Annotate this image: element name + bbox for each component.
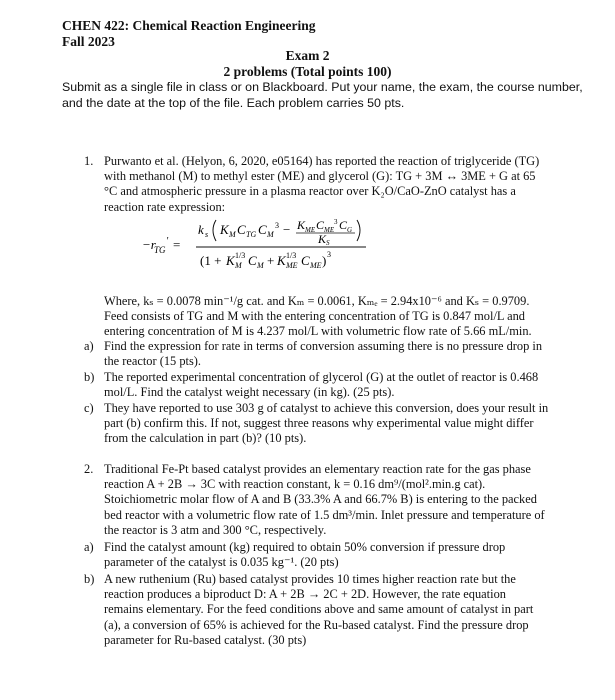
part-line: part (b) confirm this. If not, suggest three reasons why experimental value might differ — [104, 416, 534, 431]
svg-text:K: K — [277, 253, 286, 268]
svg-text:ME: ME — [310, 261, 322, 270]
svg-text:M: M — [267, 230, 274, 239]
problem-2-intro-line: reaction A + 2B → 3C with reaction constant, k = 0.16 dm⁹/(mol².min.g cat). — [104, 477, 486, 492]
part-line: from the calculation in part (b)? (10 pts). — [104, 431, 307, 446]
equation-numerator — [198, 218, 360, 247]
svg-text:M: M — [235, 261, 242, 270]
svg-text:ME: ME — [305, 226, 316, 234]
problem-1-constants — [104, 294, 594, 340]
part-line: They have reported to use 303 g of catalyst to achieve this conversion, does your result in — [104, 401, 549, 415]
svg-text:TG: TG — [154, 245, 166, 255]
svg-text:1/3: 1/3 — [235, 251, 246, 260]
problem-2-part-a — [104, 540, 594, 570]
problem-2-part-b-label: b) — [84, 572, 95, 586]
problem-1-part-a — [104, 339, 594, 369]
problem-1-constants-line: entering concentration of M is 4.237 mol/L with volumetric flow rate of 5.66 mL/min. — [104, 324, 532, 339]
problem-2-part-b — [104, 572, 594, 648]
svg-text:(1 +: (1 + — [200, 253, 222, 268]
svg-text:S: S — [326, 239, 330, 247]
problem-1-intro-line: Purwanto et al. (Helyon, 6, 2020, e05164) has reported the reaction of triglyceride (TG) — [104, 154, 540, 168]
svg-text:ME: ME — [286, 261, 298, 270]
course-header — [62, 18, 315, 50]
equation-lhs: −r — [142, 237, 156, 252]
svg-text:C: C — [339, 218, 348, 232]
problem-1-part-b — [104, 370, 594, 400]
problem-1-part-c-label: c) — [84, 401, 94, 415]
svg-text:K: K — [226, 253, 235, 268]
svg-text:3: 3 — [327, 250, 331, 259]
part-line: The reported experimental concentration of glycerol (G) at the outlet of reactor is 0.468 — [104, 370, 539, 384]
problem-2-intro-line: Stoichiometric molar flow of A and B (33.3% A and 66.7% B) is entering to the packed — [104, 492, 537, 507]
svg-text:K: K — [297, 218, 306, 232]
part-line: reaction produces a biproduct D: A + 2B → 2C + 2D. However, the rate equation — [104, 587, 506, 602]
problem-2-intro-line: Traditional Fe-Pt based catalyst provides an elementary reaction rate for the gas phase — [104, 462, 531, 476]
exam-subtitle: 2 problems (Total points 100) — [223, 64, 392, 79]
svg-text:C: C — [248, 253, 257, 268]
part-line: (a), a conversion of 65% is achieved for the Ru-based catalyst. Find the pressure drop — [104, 617, 529, 632]
svg-text:3: 3 — [275, 221, 279, 230]
part-line: the reactor (15 pts). — [104, 354, 202, 369]
problem-1-intro-line: reaction rate expression: — [104, 199, 226, 214]
svg-text:ME: ME — [324, 226, 335, 234]
svg-text:TG: TG — [246, 230, 257, 239]
rate-equation — [140, 216, 480, 272]
svg-text:1/3: 1/3 — [286, 251, 297, 260]
svg-text:G: G — [347, 226, 353, 234]
part-line: parameter for Ru-based catalyst. (30 pts) — [104, 632, 307, 647]
problem-1-part-a-label: a) — [84, 339, 94, 353]
problem-1-intro-line: with methanol (M) to methyl ester (ME) and glycerol (G): TG + 3M ↔ 3ME + G at 65 — [104, 169, 536, 184]
problem-2-intro-line: bed reactor with a volumetric flow rate of 1.5 dm³/min. Inlet pressure and temperature of — [104, 507, 545, 522]
svg-text:C: C — [316, 218, 325, 232]
svg-text:+: + — [267, 253, 275, 268]
svg-text:C: C — [301, 253, 310, 268]
svg-text:K: K — [318, 232, 327, 246]
part-line: parameter of the catalyst is 0.035 kg⁻¹. (20 pts) — [104, 555, 339, 570]
part-line: remains elementary. For the feed conditions above and same amount of catalyst in part — [104, 602, 534, 617]
svg-text:M: M — [257, 261, 264, 270]
problem-2-part-a-label: a) — [84, 540, 94, 554]
svg-text:3: 3 — [334, 218, 338, 226]
svg-text:′: ′ — [166, 236, 169, 247]
problem-2-intro — [104, 462, 594, 538]
course-title: CHEN 422: Chemical Reaction Engineering — [62, 18, 316, 33]
exam-heading — [0, 48, 615, 80]
svg-text:): ) — [322, 253, 327, 268]
equation-denominator — [200, 250, 331, 270]
instructions: Submit as a single file in class or on Blackboard. Put your name, the exam, the course number, and the date at the top of the file. Each problem carries 50 pts. — [62, 80, 583, 110]
part-line: A new ruthenium (Ru) based catalyst provides 10 times higher reaction rate but the — [104, 572, 516, 586]
svg-text:K: K — [220, 222, 229, 237]
svg-text:M: M — [229, 230, 236, 239]
svg-text:C: C — [237, 222, 246, 237]
problem-1-constants-line: Where, kₛ = 0.0078 min⁻¹/g cat. and Kₘ = 0.0061, Kₘₑ = 2.94x10⁻⁶ and Kₛ = 0.9709. — [104, 294, 530, 308]
problem-1-constants-line: Feed consists of TG and M with the entering concentration of TG is 0.847 mol/L and — [104, 309, 525, 324]
svg-text:k: k — [198, 222, 204, 237]
problem-1-part-c — [104, 401, 594, 447]
part-line: Find the expression for rate in terms of conversion assuming there is no pressure drop in — [104, 339, 543, 353]
problem-2-number: 2. — [84, 462, 94, 476]
svg-text:s: s — [205, 230, 209, 239]
problem-2-intro-line: the reactor is 3 atm and 300 °C, respectively. — [104, 522, 327, 537]
svg-text:−: − — [283, 222, 291, 237]
svg-text:C: C — [258, 222, 267, 237]
problem-1-intro-line: °C and atmospheric pressure in a plasma reactor over K₂O/CaO-ZnO catalyst has a — [104, 184, 516, 199]
part-line: Find the catalyst amount (kg) required to obtain 50% conversion if pressure drop — [104, 540, 506, 554]
svg-text:=: = — [173, 237, 181, 252]
part-line: mol/L. Find the catalyst weight necessary (in kg). (25 pts). — [104, 385, 395, 400]
problem-1-intro — [104, 154, 594, 215]
problem-1-number: 1. — [84, 154, 94, 168]
exam-title: Exam 2 — [285, 48, 330, 63]
course-term: Fall 2023 — [62, 34, 115, 49]
problem-1-part-b-label: b) — [84, 370, 95, 384]
